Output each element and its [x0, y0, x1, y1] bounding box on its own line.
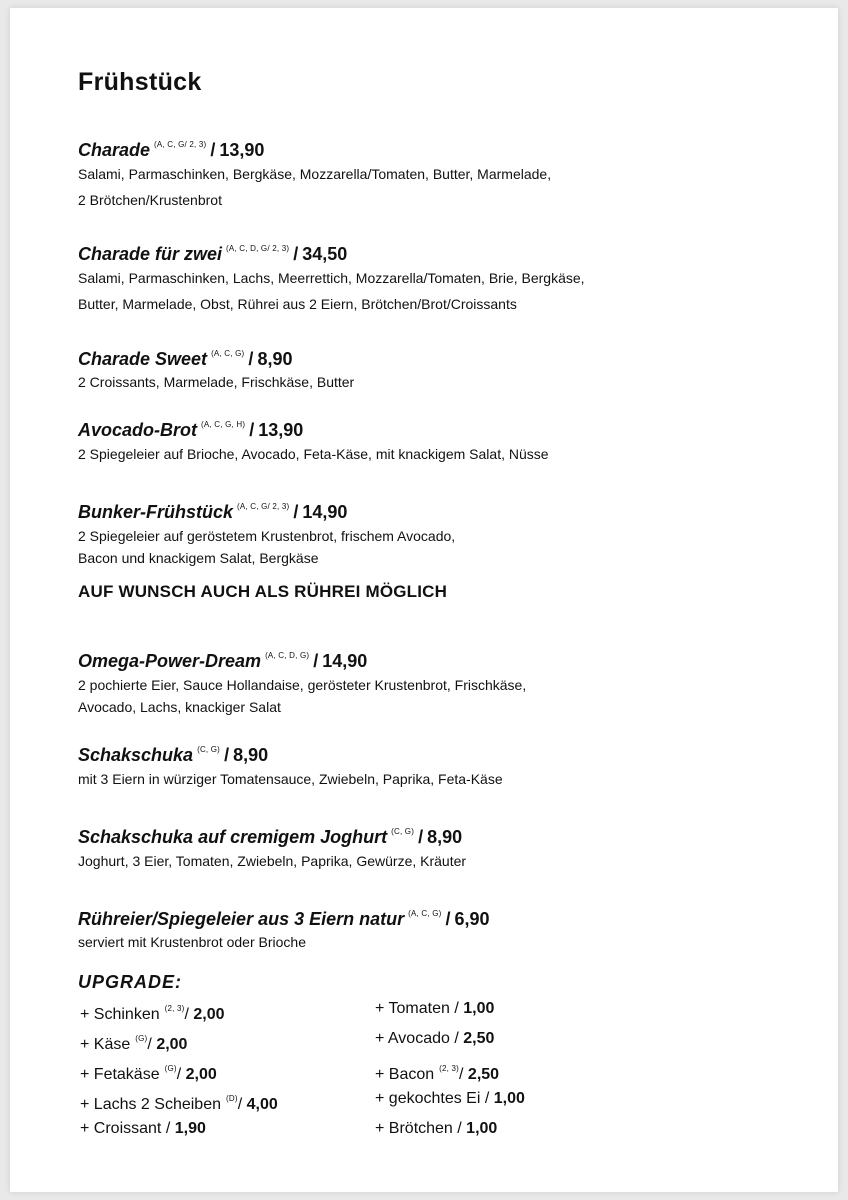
menu-item-price: 13,90 — [219, 140, 265, 160]
menu-item-header — [78, 238, 585, 265]
upgrade-heading: UPGRADE: — [78, 972, 183, 992]
upgrade-label: + Brötchen — [375, 1120, 453, 1137]
allergen-codes: (G) — [135, 1034, 148, 1043]
allergen-codes: (C, G) — [391, 827, 415, 836]
upgrade-price: 4,00 — [246, 1096, 278, 1113]
menu-item-name: Avocado-Brot — [78, 420, 198, 440]
price-separator: / — [248, 349, 254, 369]
menu-item-ruehreier-spiegeleier — [78, 903, 490, 952]
upgrade-label: + Avocado — [375, 1030, 450, 1047]
allergen-codes: (A, C, D, G/ 2, 3) — [226, 244, 290, 253]
menu-item-price: 8,90 — [233, 745, 269, 765]
menu-item-header — [78, 903, 490, 930]
price-separator: / — [293, 244, 299, 264]
menu-item-name: Charade für zwei — [78, 244, 223, 264]
menu-item-description: Salami, Parmaschinken, Lachs, Meerrettich, Mozzarella/Tomaten, Brie, Bergkäse, — [78, 270, 585, 286]
menu-item-header — [78, 343, 354, 370]
menu-item-price: 34,50 — [302, 244, 348, 264]
upgrade-item: + Käse $^{(G)}$/ 2,00 — [80, 1034, 188, 1053]
upgrade-item: + Lachs 2 Scheiben $^{(D)}$/ 4,00 — [80, 1094, 278, 1113]
menu-item-description: mit 3 Eiern in würziger Tomatensauce, Zwiebeln, Paprika, Feta-Käse — [78, 771, 503, 787]
menu-item-schakschuka-joghurt — [78, 821, 466, 874]
upgrade-price: 2,50 — [463, 1030, 495, 1047]
upgrade-list-left — [80, 996, 278, 1146]
menu-item-description: Joghurt, 3 Eier, Tomaten, Zwiebeln, Paprika, Gewürze, Kräuter — [78, 853, 467, 869]
menu-item-header — [78, 821, 466, 848]
menu-item-description: Butter, Marmelade, Obst, Rührei aus 2 Eiern, Brötchen/Brot/Croissants — [78, 296, 517, 312]
upgrade-price: 2,50 — [467, 1066, 500, 1083]
upgrade-label: + Tomaten — [375, 1000, 450, 1017]
menu-item-bunker-fruehstueck — [78, 496, 455, 568]
menu-item-header — [78, 134, 551, 161]
price-separator: / — [418, 827, 424, 847]
page-title: Frühstück — [78, 68, 202, 96]
menu-item-name: Schakschuka auf cremigem Joghurt — [78, 827, 388, 847]
menu-item-avocado-brot — [78, 414, 549, 467]
allergen-codes: (A, C, D, G) — [265, 651, 310, 660]
upgrade-price: 1,00 — [493, 1090, 525, 1107]
menu-item-price: 8,90 — [257, 349, 293, 369]
upgrade-label: + Croissant — [80, 1120, 162, 1137]
price-separator: / — [445, 909, 451, 929]
menu-item-description: Salami, Parmaschinken, Bergkäse, Mozzarella/Tomaten, Butter, Marmelade, — [78, 166, 552, 182]
upgrade-label: + Käse — [80, 1036, 131, 1053]
upgrade-price: 2,00 — [193, 1006, 225, 1023]
upgrade-price: 1,90 — [174, 1120, 206, 1137]
menu-item-description: Avocado, Lachs, knackiger Salat — [78, 699, 281, 715]
allergen-codes: (2, 3) — [439, 1064, 460, 1073]
menu-item-price: 14,90 — [322, 651, 368, 671]
upgrade-price: 1,00 — [463, 1000, 495, 1017]
menu-item-header — [78, 414, 549, 441]
upgrade-label: + Fetakäse — [80, 1066, 160, 1083]
menu-item-name: Schakschuka — [78, 745, 194, 765]
upgrade-item: + Avocado / 2,50 — [375, 1030, 495, 1047]
menu-item-header — [78, 645, 526, 672]
menu-page — [10, 8, 838, 1192]
menu-item-description: 2 Croissants, Marmelade, Frischkäse, Butter — [78, 374, 355, 390]
upgrade-item: + Bacon $^{(2, 3)}$/ 2,50 — [375, 1064, 500, 1083]
menu-item-description: serviert mit Krustenbrot oder Brioche — [78, 934, 306, 950]
allergen-codes: (D) — [226, 1094, 238, 1103]
allergen-codes: (2, 3) — [164, 1004, 185, 1013]
menu-item-price: 6,90 — [454, 909, 490, 929]
menu-item-schakschuka — [78, 739, 503, 792]
menu-item-name: Rühreier/Spiegeleier aus 3 Eiern natur — [78, 909, 405, 929]
upgrade-price: 1,00 — [466, 1120, 498, 1137]
upgrade-item: + Brötchen / 1,00 — [375, 1120, 498, 1137]
allergen-codes: (C, G) — [197, 745, 221, 754]
menu-item-header — [78, 739, 503, 766]
allergen-codes: (A, C, G, H) — [201, 420, 246, 429]
price-separator: / — [224, 745, 230, 765]
upgrade-list-right — [375, 996, 525, 1146]
menu-item-name: Omega-Power-Dream — [78, 651, 262, 671]
upgrade-price: 2,00 — [156, 1036, 188, 1053]
menu-item-description: 2 pochierte Eier, Sauce Hollandaise, gerösteter Krustenbrot, Frischkäse, — [78, 677, 527, 693]
menu-item-header — [78, 496, 455, 523]
allergen-codes: (G) — [164, 1064, 177, 1073]
menu-item-description: 2 Brötchen/Krustenbrot — [78, 192, 222, 208]
allergen-codes: (A, C, G) — [408, 909, 442, 918]
upgrade-item: + Tomaten / 1,00 — [375, 1000, 495, 1017]
menu-item-charade — [78, 134, 551, 213]
menu-item-price: 8,90 — [427, 827, 463, 847]
menu-item-name: Charade — [78, 140, 151, 160]
allergen-codes: (A, C, G) — [211, 349, 245, 358]
upgrade-item: + Fetakäse $^{(G)}$/ 2,00 — [80, 1064, 217, 1083]
scrambled-eggs-notice: AUF WUNSCH AUCH ALS RÜHREI MÖGLICH — [78, 582, 448, 601]
menu-item-price: 14,90 — [302, 502, 348, 522]
menu-item-charade-fuer-zwei — [78, 238, 585, 317]
upgrade-item: + Croissant / 1,90 — [80, 1120, 206, 1137]
price-separator: / — [210, 140, 216, 160]
upgrade-item: + gekochtes Ei / 1,00 — [375, 1090, 525, 1107]
upgrade-label: + gekochtes Ei — [375, 1090, 481, 1107]
upgrade-label: + Schinken — [80, 1006, 160, 1023]
upgrade-item: + Schinken $^{(2, 3)}$/ 2,00 — [80, 1004, 225, 1023]
upgrade-price: 2,00 — [185, 1066, 217, 1083]
price-separator: / — [293, 502, 299, 522]
menu-item-name: Charade Sweet — [78, 349, 208, 369]
menu-item-charade-sweet — [78, 343, 354, 392]
menu-item-name: Bunker-Frühstück — [78, 502, 234, 522]
price-separator: / — [313, 651, 319, 671]
allergen-codes: (A, C, G/ 2, 3) — [237, 502, 290, 511]
menu-item-description: 2 Spiegeleier auf geröstetem Krustenbrot, frischem Avocado, — [78, 528, 456, 544]
menu-item-omega-power-dream — [78, 645, 526, 717]
upgrade-label: + Lachs 2 Scheiben — [80, 1096, 221, 1113]
price-separator: / — [249, 420, 255, 440]
allergen-codes: (A, C, G/ 2, 3) — [154, 140, 207, 149]
upgrade-label: + Bacon — [375, 1066, 435, 1083]
menu-item-description: 2 Spiegeleier auf Brioche, Avocado, Feta-Käse, mit knackigem Salat, Nüsse — [78, 446, 549, 462]
menu-item-price: 13,90 — [258, 420, 304, 440]
menu-item-description: Bacon und knackigem Salat, Bergkäse — [78, 550, 319, 566]
